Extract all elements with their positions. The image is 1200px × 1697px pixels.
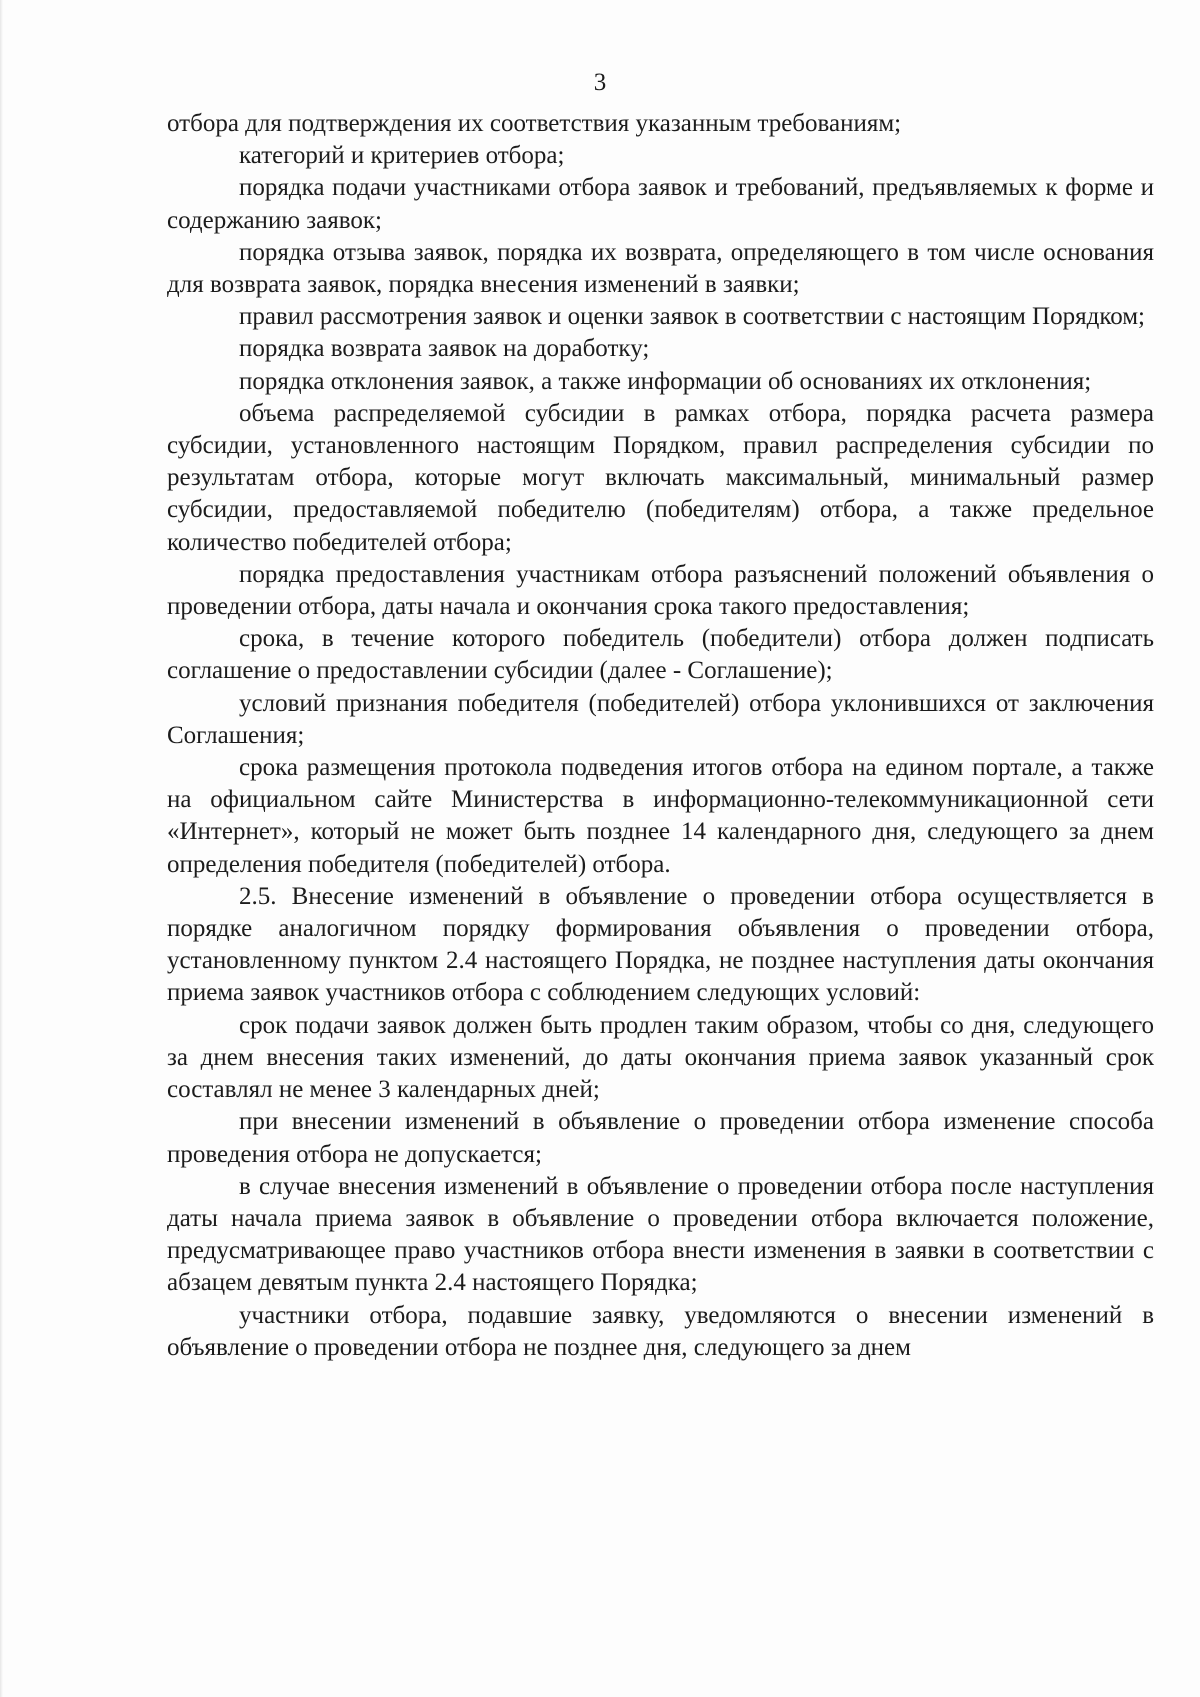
paragraph: в случае внесения изменений в объявление о проведении отбора после наступления даты начала приема заявок в объявление о проведении отбора включается положение, предусматривающее право участников отбора внести изменения в заявки в соответствии с абзацем девятым пункта 2.4 настоящего Порядка; [167, 1172, 1154, 1297]
body-text [167, 108, 1154, 1364]
paragraph: категорий и критериев отбора; [239, 142, 565, 170]
paragraph: 2.5. Внесение изменений в объявление о проведении отбора осуществляется в порядке аналогичном порядку формирования объявления о проведении отбора, установленному пунктом 2.4 настоящего Порядка, не позднее наступления даты окончания приема заявок участников отбора с соблюдением следующих условий: [167, 882, 1154, 1007]
paragraph: порядка возврата заявок на доработку; [239, 335, 650, 363]
scan-edge-shadow [0, 0, 3, 1697]
paragraph: срока размещения протокола подведения итогов отбора на едином портале, а также на официальном сайте Министерства в информационно-телекоммуникационной сети «Интернет», который не может быть позднее 14 календарного дня, следующего за днем определения победителя (победителей) отбора. [167, 754, 1154, 878]
paragraph: объема распределяемой субсидии в рамках отбора, порядка расчета размера субсидии, установленного настоящим Порядком, правил распределения субсидии по результатам отбора, которые могут включать максимальный, минимальный размер субсидии, предоставляемой победителю (победителям) отбора, а также предельное количество победителей отбора; [167, 399, 1154, 556]
paragraph: при внесении изменений в объявление о проведении отбора изменение способа проведения отбора не допускается; [167, 1108, 1154, 1168]
paragraph: отбора для подтверждения их соответствия указанным требованиям; [167, 110, 902, 137]
paragraph: порядка отзыва заявок, порядка их возврата, определяющего в том числе основания для возврата заявок, порядка внесения изменений в заявки; [167, 238, 1154, 299]
paragraph: условий признания победителя (победителей) отбора уклонившихся от заключения Соглашения; [167, 689, 1154, 749]
paragraph: порядка отклонения заявок, а также информации об основаниях их отклонения; [239, 367, 1092, 395]
paragraph: правил рассмотрения заявок и оценки заявок в соответствии с настоящим Порядком; [239, 303, 1145, 331]
page-number: 3 [593, 69, 607, 96]
paragraph: срока, в течение которого победитель (победители) отбора должен подписать соглашение о предоставлении субсидии (далее - Соглашение); [167, 625, 1154, 685]
paragraph: участники отбора, подавшие заявку, уведомляются о внесении изменений в объявление о проведении отбора не позднее дня, следующего за днем [167, 1301, 1154, 1361]
paragraph: порядка подачи участниками отбора заявок и требований, предъявляемых к форме и содержанию заявок; [167, 174, 1154, 234]
paragraph: порядка предоставления участникам отбора разъяснений положений объявления о проведении отбора, даты начала и окончания срока такого предоставления; [167, 560, 1154, 621]
paragraph: срок подачи заявок должен быть продлен таким образом, чтобы со дня, следующего за днем внесения таких изменений, до даты окончания приема заявок указанный срок составлял не менее 3 календарных дней; [167, 1011, 1154, 1104]
